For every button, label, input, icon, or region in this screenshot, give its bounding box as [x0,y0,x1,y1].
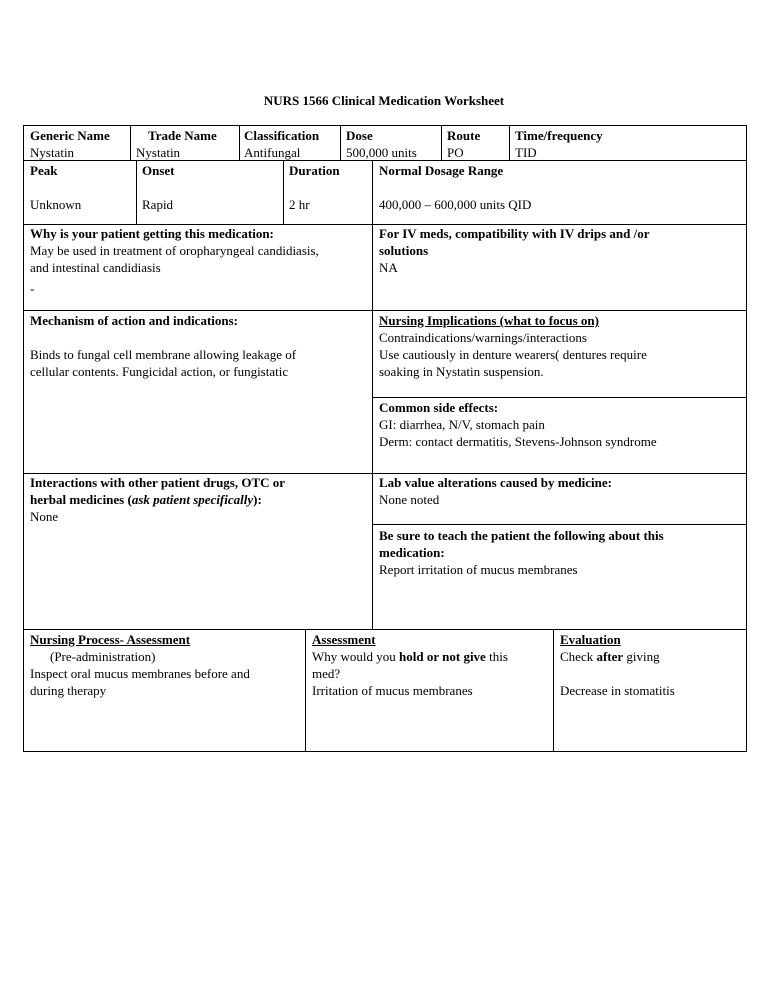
nursing-implications-line-1: Contraindications/warnings/interactions [379,330,587,345]
nursing-process-line-2: Inspect oral mucus membranes before and [30,666,250,681]
duration-label: Duration [289,163,340,178]
mechanism-cell [30,312,296,380]
nursing-process-line-1: (Pre-administration) [50,649,156,664]
onset-label: Onset [142,163,175,178]
iv-compatibility-label-1: For IV meds, compatibility with IV drips and /or [379,226,650,241]
nursing-implications-cell [379,312,647,380]
lab-alterations-label: Lab value alterations caused by medicine: [379,475,612,490]
time-frequency-label: Time/frequency [515,128,603,143]
side-effects-label: Common side effects: [379,400,499,415]
evaluation-check: Check after giving [560,649,660,664]
nursing-implications-line-2: Use cautiously in denture wearers( dentures require [379,347,647,362]
nursing-process-cell [30,631,250,699]
dose-value: 500,000 units [346,145,417,160]
why-patient-line-1: May be used in treatment of oropharyngeal candidiasis, [30,243,319,258]
mechanism-line-2: cellular contents. Fungicidal action, or fungistatic [30,364,289,379]
side-effects-cell [379,399,657,450]
dosage-range-value: 400,000 – 600,000 units QID [379,197,532,212]
peak-value: Unknown [30,197,82,212]
patient-teaching-label-1: Be sure to teach the patient the following about this [379,528,664,543]
route-cell [447,127,480,161]
interactions-cell [30,474,285,525]
interactions-label-2: herbal medicines (ask patient specifically): [30,492,262,507]
generic-name-label: Generic Name [30,128,110,143]
why-patient-line-2: and intestinal candidiasis [30,260,161,275]
assessment-question-line-2: med? [312,666,341,681]
evaluation-value: Decrease in stomatitis [560,683,675,698]
peak-label: Peak [30,163,58,178]
why-patient-line-3: - [30,281,35,296]
why-patient-label: Why is your patient getting this medication: [30,226,274,241]
evaluation-cell [560,631,675,699]
onset-value: Rapid [142,197,174,212]
assessment-label: Assessment [312,632,376,647]
classification-cell [244,127,319,161]
hold-emphasis: hold or not give [399,649,486,664]
dose-label: Dose [346,128,373,143]
patient-teaching-value: Report irritation of mucus membranes [379,562,578,577]
classification-value: Antifungal [244,145,301,160]
assessment-question: Why would you hold or not give this [312,649,508,664]
iv-compatibility-cell [379,225,650,276]
interactions-value: None [30,509,59,524]
duration-value: 2 hr [289,197,310,212]
route-label: Route [447,128,481,143]
route-value: PO [447,145,464,160]
assessment-cell [312,631,508,699]
generic-name-value: Nystatin [30,145,75,160]
peak-cell [30,162,81,213]
nursing-process-label: Nursing Process- Assessment [30,632,191,647]
nursing-process-line-3: during therapy [30,683,107,698]
why-patient-cell [30,225,319,297]
dose-cell [346,127,417,161]
trade-name-label: Trade Name [148,128,217,143]
iv-compatibility-label-2: solutions [379,243,429,258]
side-effects-line-1: GI: diarrhea, N/V, stomach pain [379,417,545,432]
time-frequency-value: TID [515,145,537,160]
ask-patient-emphasis: ask patient specifically [131,492,254,507]
time-frequency-cell [515,127,603,161]
patient-teaching-label-2: medication: [379,545,445,560]
onset-cell [142,162,175,213]
lab-alterations-cell [379,474,612,508]
assessment-value: Irritation of mucus membranes [312,683,473,698]
dosage-range-label: Normal Dosage Range [379,163,504,178]
iv-compatibility-value: NA [379,260,398,275]
mechanism-line-1: Binds to fungal cell membrane allowing leakage of [30,347,297,362]
nursing-implications-label: Nursing Implications (what to focus on) [379,313,599,328]
nursing-implications-line-3: soaking in Nystatin suspension. [379,364,544,379]
side-effects-line-2: Derm: contact dermatitis, Stevens-Johnson syndrome [379,434,657,449]
mechanism-label: Mechanism of action and indications: [30,313,239,328]
trade-name-cell [136,127,217,161]
trade-name-value: Nystatin [136,145,181,160]
generic-name-cell [30,127,110,161]
classification-label: Classification [244,128,320,143]
lab-alterations-value: None noted [379,492,440,507]
duration-cell [289,162,340,213]
page-title: NURS 1566 Clinical Medication Worksheet [263,93,505,108]
after-emphasis: after [596,649,624,664]
evaluation-label: Evaluation [560,632,621,647]
patient-teaching-cell [379,527,664,578]
dosage-range-cell [379,162,531,213]
interactions-label-1: Interactions with other patient drugs, OTC or [30,475,286,490]
